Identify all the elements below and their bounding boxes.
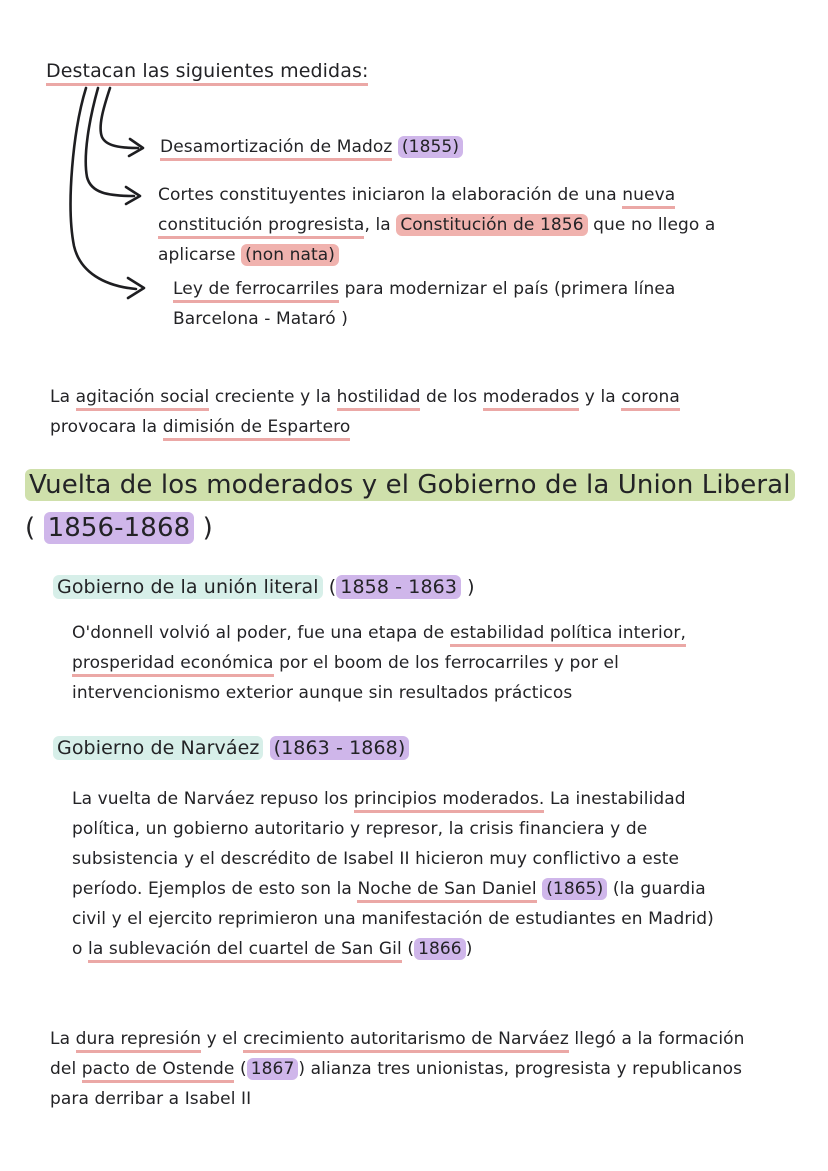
underlined-text: crecimiento autoritarismo de Narváez <box>243 1029 569 1053</box>
underlined-text: moderados <box>483 387 580 411</box>
text-run: creciente y la <box>209 387 337 407</box>
text-run: ) <box>465 939 473 959</box>
text-run: Cortes constituyentes iniciaron la elaboración de una <box>158 185 623 205</box>
underlined-text: Desamortización de Madoz <box>160 137 392 161</box>
underlined-text: Noche de San Daniel <box>357 879 536 903</box>
paragraph-odonnell <box>72 618 717 708</box>
highlighted-text: Constitución de 1856 <box>396 214 587 236</box>
text-run: de los <box>420 387 483 407</box>
paragraph-pacto-ostende <box>50 1024 762 1114</box>
subheading-union-liberal <box>53 572 475 602</box>
underlined-text: agitación social <box>76 387 210 411</box>
highlighted-text: Gobierno de Narváez <box>53 736 263 760</box>
text-run: ( <box>322 576 337 598</box>
paragraph-narvaez <box>72 784 720 964</box>
text-run: y la <box>579 387 622 407</box>
text-run: , la <box>364 215 397 235</box>
page-heading-line2 <box>25 505 213 551</box>
text-run: llegó a la formación del <box>50 1029 745 1079</box>
bullet-item-madoz <box>160 132 580 162</box>
text-run: y el <box>201 1029 244 1049</box>
text-run: ) <box>461 576 475 598</box>
heading-text: Vuelta de los moderados y el Gobierno de la Union Liberal <box>25 469 795 501</box>
text-run: La inestabilidad política, un gobierno autoritario y represor, la crisis financiera y de subsistencia y el descrédito de Isabel II hicieron muy conflictivo a este período. Ejemplos de esto son la <box>72 789 686 899</box>
section-title-text: Destacan las siguientes medidas: <box>46 60 368 86</box>
text-run: provocara la <box>50 417 163 437</box>
highlighted-text: Gobierno de la unión literal <box>53 575 323 599</box>
bullet-item-ferrocarriles <box>173 274 698 334</box>
text-run: La <box>50 387 76 407</box>
text-run: que no llego a aplicarse <box>158 215 716 265</box>
underlined-text: dura represión <box>76 1029 201 1053</box>
highlighted-text: (1855) <box>398 136 463 158</box>
text-run: La vuelta de Narváez repuso los <box>72 789 354 809</box>
underlined-text: la sublevación del cuartel de San Gil <box>88 939 402 963</box>
text-run: ( <box>25 513 44 543</box>
highlighted-text: (1865) <box>542 878 607 900</box>
underlined-text: pacto de Ostende <box>82 1059 235 1083</box>
bullet-item-constitucion <box>158 180 733 270</box>
text-run: (la guardia civil y el ejercito reprimieron una manifestación de estudiantes en Madrid) o <box>72 879 714 959</box>
underlined-text: Ley de ferrocarriles <box>173 279 339 303</box>
underlined-text: hostilidad <box>337 387 421 411</box>
text-run: ( <box>401 939 415 959</box>
arrow-connector-1 <box>101 88 143 156</box>
text-run: ) <box>194 513 213 543</box>
text-run <box>263 737 269 759</box>
highlighted-text: (non nata) <box>241 244 339 266</box>
text-run: La <box>50 1029 76 1049</box>
underlined-text: nueva constitución progresista <box>158 185 675 239</box>
highlighted-text: 1866 <box>414 938 466 960</box>
underlined-text: dimisión de Espartero <box>163 417 351 441</box>
highlighted-text: (1863 - 1868) <box>270 736 410 760</box>
highlighted-text: 1867 <box>247 1058 299 1080</box>
branch-arrows <box>46 84 176 314</box>
text-run: por el boom de los ferrocarriles y por el intervencionismo exterior aunque sin resultados prácticos <box>72 653 619 703</box>
page-heading-line1 <box>25 462 795 508</box>
text-run: para modernizar el país (primera línea Barcelona - Mataró ) <box>173 279 676 329</box>
section-title <box>46 56 368 86</box>
text-run: O'donnell volvió al poder, fue una etapa de <box>72 623 450 643</box>
paragraph-espartero <box>50 382 715 442</box>
underlined-text: estabilidad política interior, prosperidad económica <box>72 623 686 677</box>
text-run: ( <box>234 1059 247 1079</box>
underlined-text: corona <box>621 387 680 411</box>
text-run: ) alianza tres unionistas, progresista y republicanos para derribar a Isabel II <box>50 1059 743 1109</box>
highlighted-text: 1858 - 1863 <box>336 575 461 599</box>
underlined-text: principios moderados. <box>354 789 545 813</box>
heading-years: 1856-1868 <box>44 512 195 544</box>
subheading-narvaez <box>53 733 409 763</box>
